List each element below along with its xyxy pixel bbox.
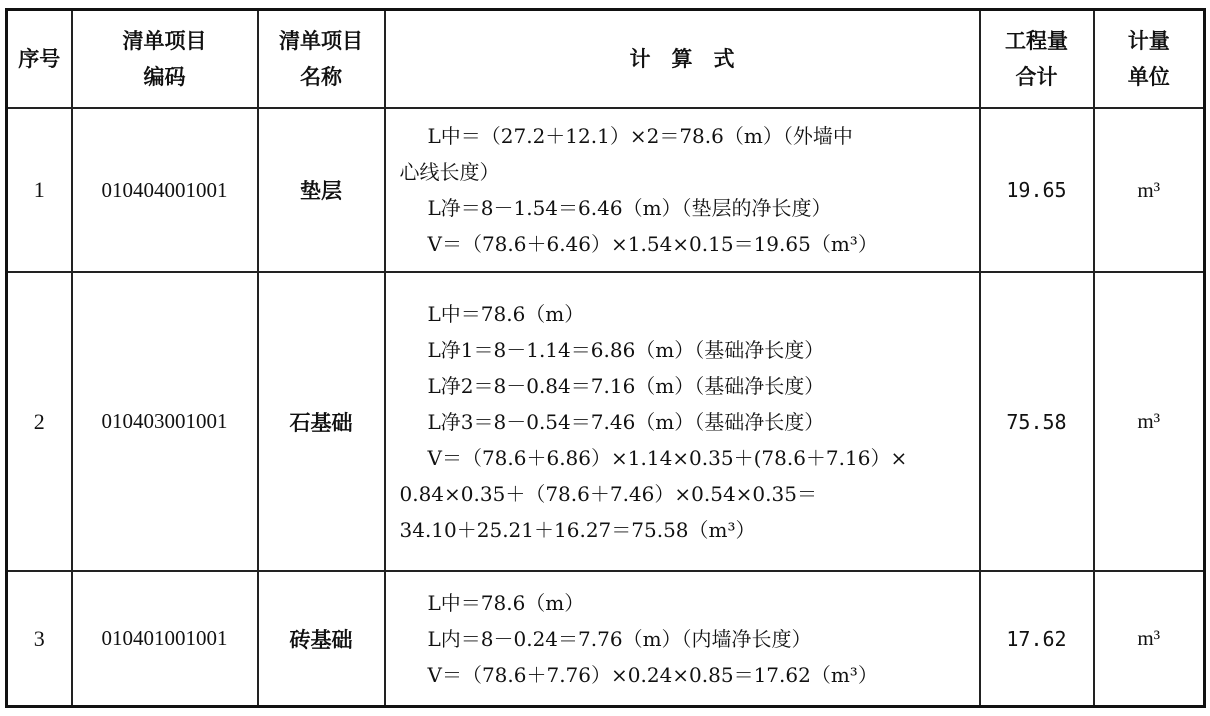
- formula-line: L净1＝8－1.14＝6.86（m）（基础净长度）: [427, 337, 825, 362]
- row-unit: m³: [1094, 108, 1205, 272]
- row-seq: 3: [7, 571, 72, 706]
- formula-line: V＝（78.6＋7.76）×0.24×0.85＝17.62（m³）: [427, 662, 878, 687]
- row-unit: m³: [1094, 272, 1205, 571]
- row-seq: 1: [7, 108, 72, 272]
- row-name: 垫层: [258, 108, 385, 272]
- row-qty: 75.58: [980, 272, 1094, 571]
- header-unit: 计量 单位: [1094, 10, 1205, 109]
- formula-line: L净＝8－1.54＝6.46（m）（垫层的净长度）: [427, 196, 832, 221]
- row-qty: 17.62: [980, 571, 1094, 706]
- formula-line: L净3＝8－0.54＝7.46（m）（基础净长度）: [427, 409, 825, 434]
- header-seq: 序号: [7, 10, 72, 109]
- row-formula: [385, 272, 980, 571]
- formula-line: V＝（78.6＋6.86）×1.14×0.35＋(78.6＋7.16）×: [427, 445, 908, 470]
- row-code: 010401001001: [72, 571, 258, 706]
- row-name: 砖基础: [258, 571, 385, 706]
- row-formula: [385, 108, 980, 272]
- formula-line: L中＝78.6（m）: [427, 590, 585, 615]
- table-row: [7, 272, 1205, 571]
- row-code: 010403001001: [72, 272, 258, 571]
- formula-line: L净2＝8－0.84＝7.16（m）（基础净长度）: [427, 373, 825, 398]
- formula-line: L中＝（27.2＋12.1）×2＝78.6（m）（外墙中: [427, 124, 853, 149]
- row-seq: 2: [7, 272, 72, 571]
- table-row: [7, 571, 1205, 706]
- formula-line: 34.10＋25.21＋16.27＝75.58（m³）: [399, 517, 756, 542]
- header-qty: 工程量 合计: [980, 10, 1094, 109]
- formula-line: V＝（78.6＋6.46）×1.54×0.15＝19.65（m³）: [427, 232, 878, 257]
- formula-line: 0.84×0.35＋（78.6＋7.46）×0.54×0.35＝: [399, 481, 817, 506]
- row-formula: [385, 571, 980, 706]
- header-formula: 计 算 式: [385, 10, 980, 109]
- row-unit: m³: [1094, 571, 1205, 706]
- row-qty: 19.65: [980, 108, 1094, 272]
- formula-line: L中＝78.6（m）: [427, 301, 585, 326]
- formula-line: 心线长度）: [399, 160, 500, 185]
- formula-line: L内＝8－0.24＝7.76（m）（内墙净长度）: [427, 626, 812, 651]
- row-name: 石基础: [258, 272, 385, 571]
- header-row: [7, 10, 1205, 109]
- header-name: 清单项目 名称: [258, 10, 385, 109]
- table-row: [7, 108, 1205, 272]
- row-code: 010404001001: [72, 108, 258, 272]
- quantity-calculation-table: [5, 8, 1206, 708]
- header-code: 清单项目 编码: [72, 10, 258, 109]
